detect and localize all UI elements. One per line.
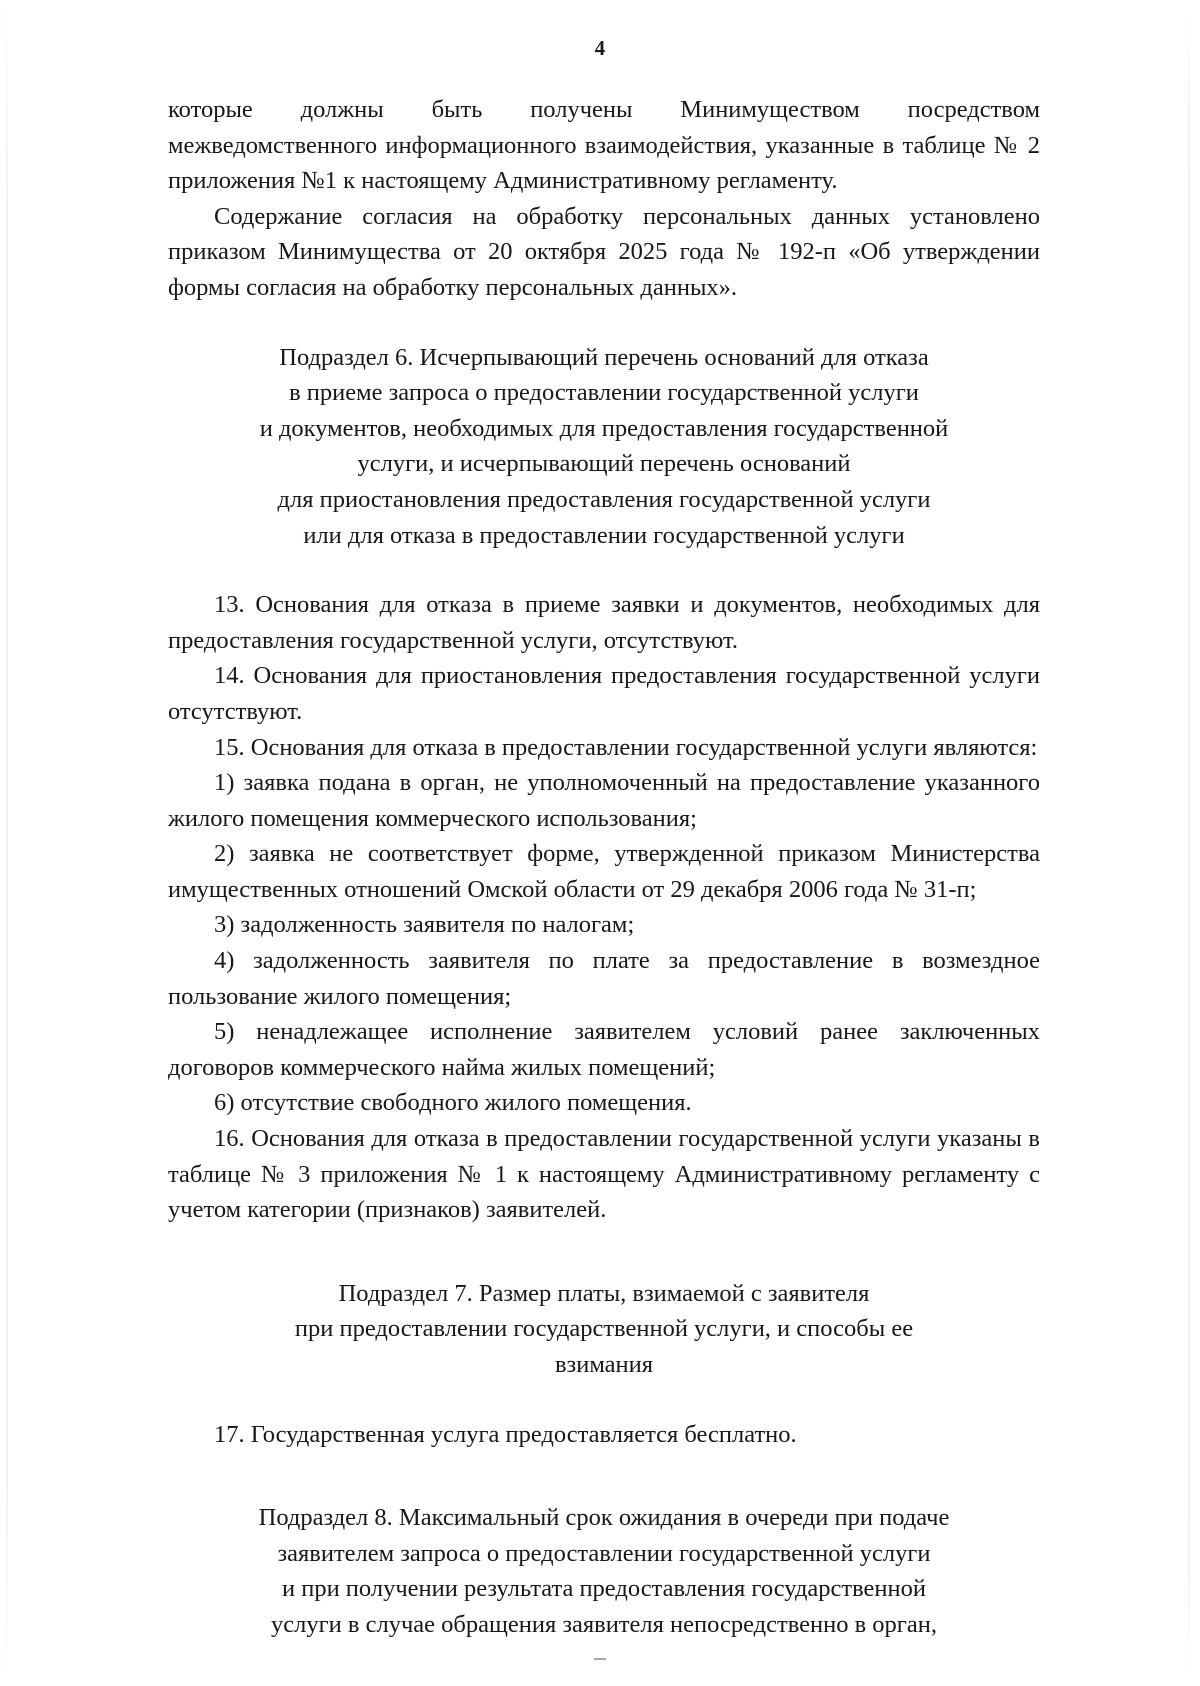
heading-subsection-6-line-6: или для отказа в предоставлении государственной услуги [303, 521, 905, 549]
scan-edge-left [6, 0, 8, 1686]
document-body [168, 92, 1040, 1643]
heading-subsection-6-line-2: в приеме запроса о предоставлении государственной услуги [289, 379, 919, 407]
heading-subsection-7-line-2: при предоставлении государственной услуги, и способы ее [294, 1315, 914, 1343]
paragraph-15: 15. Основания для отказа в предоставлении государственной услуги являются: [214, 733, 1038, 761]
list-item-3: 3) задолженность заявителя по налогам; [214, 911, 635, 939]
paragraph-which-must-be-obtained: которые должны быть получены Минимуществом посредством межведомственного информационного взаимодействия, указанные в таблице № 2 приложения №1 к настоящему Административному регламенту. [168, 96, 1040, 195]
heading-subsection-6 [168, 340, 1040, 554]
list-item-2: 2) заявка не соответствует форме, утвержденной приказом Министерства имущественных отношений Омской области от 29 декабря 2006 года № 31-п; [168, 840, 1040, 903]
spacer [168, 1228, 1040, 1276]
page-number: 4 [594, 36, 606, 60]
spacer [168, 1383, 1040, 1417]
heading-subsection-8-line-1: Подраздел 8. Максимальный срок ожидания в очереди при подаче [258, 1504, 950, 1532]
heading-subsection-6-line-3: и документов, необходимых для предоставления государственной [259, 414, 949, 442]
paragraph-17: 17. Государственная услуга предоставляется бесплатно. [214, 1420, 797, 1448]
heading-subsection-7-line-1: Подраздел 7. Размер платы, взимаемой с заявителя [338, 1279, 870, 1307]
heading-subsection-8 [168, 1500, 1040, 1642]
paragraph-16: 16. Основания для отказа в предоставлении государственной услуги указаны в таблице № 3 приложения № 1 к настоящему Административному регламенту с учетом категории (признаков) заявителей. [168, 1125, 1040, 1224]
scan-alignment-mark [594, 1658, 606, 1660]
spacer [168, 306, 1040, 340]
heading-subsection-8-line-3: и при получении результата предоставления государственной [281, 1575, 927, 1603]
list-item-6: 6) отсутствие свободного жилого помещения. [214, 1089, 692, 1117]
paragraph-14: 14. Основания для приостановления предоставления государственной услуги отсутствуют. [168, 662, 1040, 725]
scan-edge-right [1188, 0, 1190, 1686]
heading-subsection-6-line-4: услуги, и исчерпывающий перечень оснований [357, 450, 851, 478]
paragraph-13: 13. Основания для отказа в приеме заявки и документов, необходимых для предоставления государственной услуги, отсутствуют. [168, 591, 1040, 654]
spacer [168, 553, 1040, 587]
heading-subsection-8-line-4: услуги в случае обращения заявителя непосредственно в орган, [271, 1610, 937, 1638]
list-item-4: 4) задолженность заявителя по плате за предоставление в возмездное пользование жилого помещения; [168, 947, 1040, 1010]
heading-subsection-6-line-5: для приостановления предоставления государственной услуги [277, 485, 931, 513]
paragraph-consent-content: Содержание согласия на обработку персональных данных установлено приказом Минимущества от 20 октября 2025 года № 192-п «Об утверждении формы согласия на обработку персональных данных». [168, 202, 1040, 301]
list-item-5: 5) ненадлежащее исполнение заявителем условий ранее заключенных договоров коммерческого найма жилых помещений; [168, 1018, 1040, 1081]
list-item-1: 1) заявка подана в орган, не уполномоченный на предоставление указанного жилого помещения коммерческого использования; [168, 769, 1040, 832]
heading-subsection-7-line-3: взимания [554, 1351, 654, 1378]
spacer [168, 1452, 1040, 1500]
heading-subsection-6-line-1: Подраздел 6. Исчерпывающий перечень оснований для отказа [279, 343, 929, 371]
heading-subsection-8-line-2: заявителем запроса о предоставлении государственной услуги [277, 1539, 931, 1567]
heading-subsection-7 [168, 1276, 1040, 1383]
